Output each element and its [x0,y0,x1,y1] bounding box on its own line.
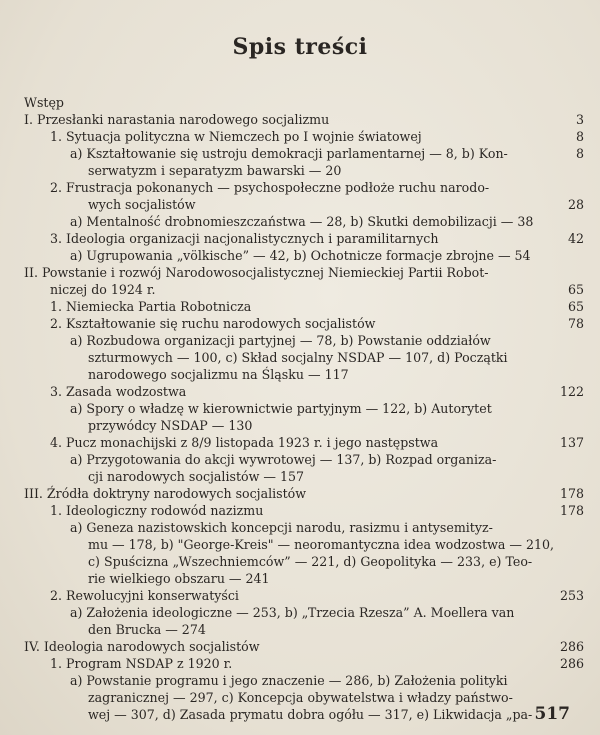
toc-entry [24,451,584,468]
toc-entry [24,298,584,315]
page-title: Spis treści [232,34,368,60]
toc-entry-text: IV. Ideologia narodowych socjalistów [24,639,260,654]
toc-entry-text: 2. Rewolucyjni konserwatyści [50,588,239,603]
toc-entry-page: 122 [559,384,584,399]
toc-entry-text: III. Źródła doktryny narodowych socjalistów [24,486,307,501]
toc-entry-text: 2. Kształtowanie się ruchu narodowych socjalistów [50,316,376,331]
toc-entry-page: 253 [559,588,584,603]
toc-entry [24,604,584,621]
toc-entry [24,111,584,128]
toc-entry [24,383,584,400]
toc-entry-text: a) Założenia ideologiczne — 253, b) „Trzecia Rzesza” A. Moellera van [70,605,515,620]
toc-entry-page: 286 [559,639,584,654]
toc-entry-text: niczej do 1924 r. [50,282,156,297]
toc-entry [24,621,584,638]
toc-entry [24,672,584,689]
toc-entry-text: 1. Program NSDAP z 1920 r. [50,656,233,671]
toc-entry-text: a) Kształtowanie się ustroju demokracji parlamentarnej — 8, b) Kon- [70,146,508,161]
toc-entry [24,366,584,383]
toc-entry-page: 137 [559,435,584,450]
toc-entry-page: 3 [575,112,584,127]
toc-entry-text: cji narodowych socjalistów — 157 [88,469,305,484]
toc-entry [24,230,584,247]
toc-entry [24,332,584,349]
toc-entry-text: a) Ugrupowania „völkische” — 42, b) Ochotnicze formacje zbrojne — 54 [70,248,531,263]
toc-entry-text: serwatyzm i separatyzm bawarski — 20 [88,163,342,178]
toc-entry-page: 78 [567,316,584,331]
toc-entry-page: 42 [567,231,584,246]
toc-entry-text: c) Spuścizna „Wszechniemców” — 221, d) Geopolityka — 233, e) Teo- [88,554,533,569]
toc-entry-text: 1. Ideologiczny rodowód nazizmu [50,503,264,518]
toc-entry [24,706,584,723]
toc-entry-text: zagranicznej — 297, c) Koncepcja obywatelstwa i władzy państwo- [88,690,513,705]
toc-entry-text: a) Spory o władzę w kierownictwie partyjnym — 122, b) Autorytet [70,401,492,416]
toc-entry-text: a) Przygotowania do akcji wywrotowej — 137, b) Rozpad organiza- [70,452,497,467]
toc-entry-text: narodowego socjalizmu na Śląsku — 117 [88,367,349,382]
toc-entry [24,162,584,179]
toc-entry [24,553,584,570]
toc-entry-text: 1. Sytuacja polityczna w Niemczech po I wojnie światowej [50,129,422,144]
toc-entry-page: 28 [567,197,584,212]
toc-entry [24,689,584,706]
toc-entry-page: 286 [559,656,584,671]
toc-entry [24,315,584,332]
toc-entry-text: wych socjalistów [88,197,196,212]
toc-entry [24,128,584,145]
toc-entry-text: Wstęp [24,95,64,110]
toc-entry [24,247,584,264]
toc-entry-text: 1. Niemiecka Partia Robotnicza [50,299,252,314]
toc-entry-text: 3. Zasada wodzostwa [50,384,187,399]
toc-entry-page: 178 [559,486,584,501]
toc-entry-text: wej — 307, d) Zasada prymatu dobra ogółu — 317, e) Likwidacja „pa- [88,707,533,722]
toc-entry-page: 8 [575,146,584,161]
table-of-contents [24,94,584,723]
toc-entry [24,94,584,111]
toc-entry [24,468,584,485]
toc-entry-text: a) Rozbudowa organizacji partyjnej — 78, b) Powstanie oddziałów [70,333,491,348]
toc-entry-text: a) Powstanie programu i jego znaczenie — 286, b) Założenia polityki [70,673,508,688]
toc-entry [24,434,584,451]
toc-entry [24,417,584,434]
toc-entry [24,502,584,519]
toc-entry [24,587,584,604]
toc-entry-text: II. Powstanie i rozwój Narodowosocjalistycznej Niemieckiej Partii Robot- [24,265,489,280]
toc-entry [24,196,584,213]
toc-entry [24,536,584,553]
toc-entry-text: I. Przesłanki narastania narodowego socjalizmu [24,112,330,127]
toc-entry-text: den Brucka — 274 [88,622,206,637]
toc-entry [24,264,584,281]
toc-entry-text: a) Geneza nazistowskich koncepcji narodu, rasizmu i antysemityz- [70,520,493,535]
toc-entry [24,485,584,502]
toc-entry-page: 65 [567,282,584,297]
page-number: 517 [534,704,570,724]
toc-entry-text: mu — 178, b) "George-Kreis" — neoromantyczna idea wodzostwa — 210, [88,537,555,552]
toc-entry-text: 4. Pucz monachijski z 8/9 listopada 1923 r. i jego następstwa [50,435,439,450]
toc-entry-text: 3. Ideologia organizacji nacjonalistycznych i paramilitarnych [50,231,439,246]
toc-entry [24,349,584,366]
toc-entry [24,638,584,655]
toc-entry-text: przywódcy NSDAP — 130 [88,418,253,433]
toc-entry-text: szturmowych — 100, c) Skład socjalny NSDAP — 107, d) Początki [88,350,508,365]
toc-entry [24,519,584,536]
toc-entry-text: 2. Frustracja pokonanych — psychospołeczne podłoże ruchu narodo- [50,180,490,195]
toc-entry [24,213,584,230]
toc-entry-page: 178 [559,503,584,518]
toc-entry-text: rie wielkiego obszaru — 241 [88,571,270,586]
toc-entry [24,145,584,162]
toc-entry-page: 8 [575,129,584,144]
toc-entry [24,570,584,587]
toc-entry [24,655,584,672]
toc-entry-text: a) Mentalność drobnomieszczaństwa — 28, b) Skutki demobilizacji — 38 [70,214,534,229]
toc-entry [24,179,584,196]
toc-entry [24,400,584,417]
toc-entry-page: 65 [567,299,584,314]
toc-entry [24,281,584,298]
